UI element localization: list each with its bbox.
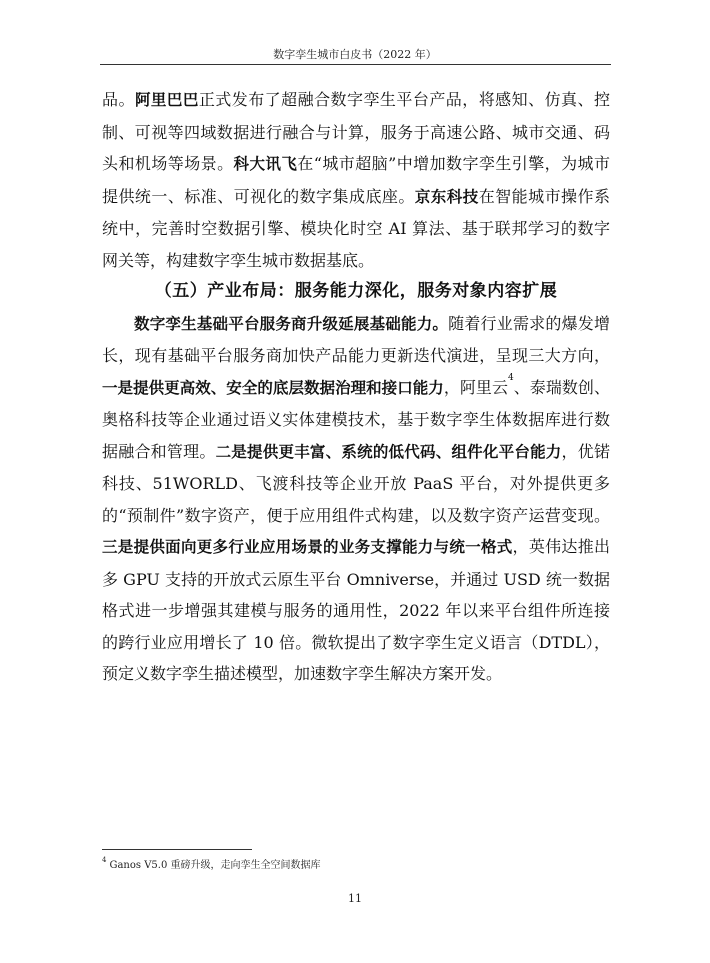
header-rule (100, 64, 611, 65)
body-text (102, 84, 610, 690)
p1-text-2: 正式发布了超融合数字孪生平台产品，将感知、仿真、控制、可视等四域数据进行融合与计算，服务于高速公路、城市交通、码头和机场等场景。 (102, 90, 610, 173)
p2-text-5: ，英伟达推出多 GPU 支持的开放式云原生平台 Omniverse，并通过 USD 统一数据格式进一步增强其建模与服务的通用性，2022 年以来平台组件所连接的跨行业应用增长了 10 倍。微软提出了数字孪生定义语言（DTDL），预定义数字孪生描述模型，加速数字孪生解决方案开发。 (102, 537, 610, 683)
page-number: 11 (348, 892, 362, 905)
p2-text-1: 随着行业需求的爆发增长，现有基础平台服务商加快产品能力更新迭代演进，呈现三大方向， (102, 313, 610, 365)
p1-text-1: 品。 (102, 90, 135, 109)
p1-bold-alibaba: 阿里巴巴 (134, 91, 199, 109)
p2-bold-direction-2: 二是提供更丰富、系统的低代码、组件化平台能力 (215, 442, 562, 461)
p1-text-3: 在“城市超脑”中增加数字孪生引擎，为城市提供统一、标准、可视化的数字集成底座。 (102, 154, 610, 206)
paragraph-1 (102, 84, 610, 276)
p1-text-4: 在智能城市操作系统中，完善时空数据引擎、模块化时空 AI 算法、基于联邦学习的数字网关等，构建数字孪生城市数据基底。 (102, 186, 610, 270)
running-header: 数字孪生城市白皮书（2022 年） (273, 48, 437, 61)
section-heading: （五）产业布局：服务能力深化，服务对象内容扩展 (154, 281, 558, 301)
p1-bold-iflytek: 科大讯飞 (233, 155, 298, 173)
p2-text-3: 、泰瑞数创、奥格科技等企业通过语义实体建模技术，基于数字孪生体数据库进行数据融合和管理。 (102, 377, 610, 461)
p2-text-2: ，阿里云 (443, 377, 508, 397)
footnote-text: Ganos V5.0 重磅升级，走向孪生全空间数据库 (109, 860, 321, 871)
footnote-mark: 4 (102, 856, 107, 864)
p2-lead-sentence: 数字孪生基础平台服务商升级延展基础能力。 (134, 314, 449, 333)
footnote-reference[interactable]: 4 (508, 372, 514, 383)
p2-bold-direction-3: 三是提供面向更多行业应用场景的业务支撑能力与统一格式 (102, 538, 513, 556)
p1-bold-jd-tech: 京东科技 (414, 187, 479, 206)
paragraph-2 (102, 308, 610, 690)
p2-bold-direction-1: 一是提供更高效、安全的底层数据治理和接口能力 (102, 378, 444, 397)
footnote-rule (102, 849, 252, 850)
footnote (102, 856, 602, 871)
p2-text-4: ，优锘科技、51WORLD、飞渡科技等企业开放 PaaS 平台，对外提供更多的“预制件”数字资产，便于应用组件式构建，以及数字资产运营变现。 (102, 441, 610, 525)
